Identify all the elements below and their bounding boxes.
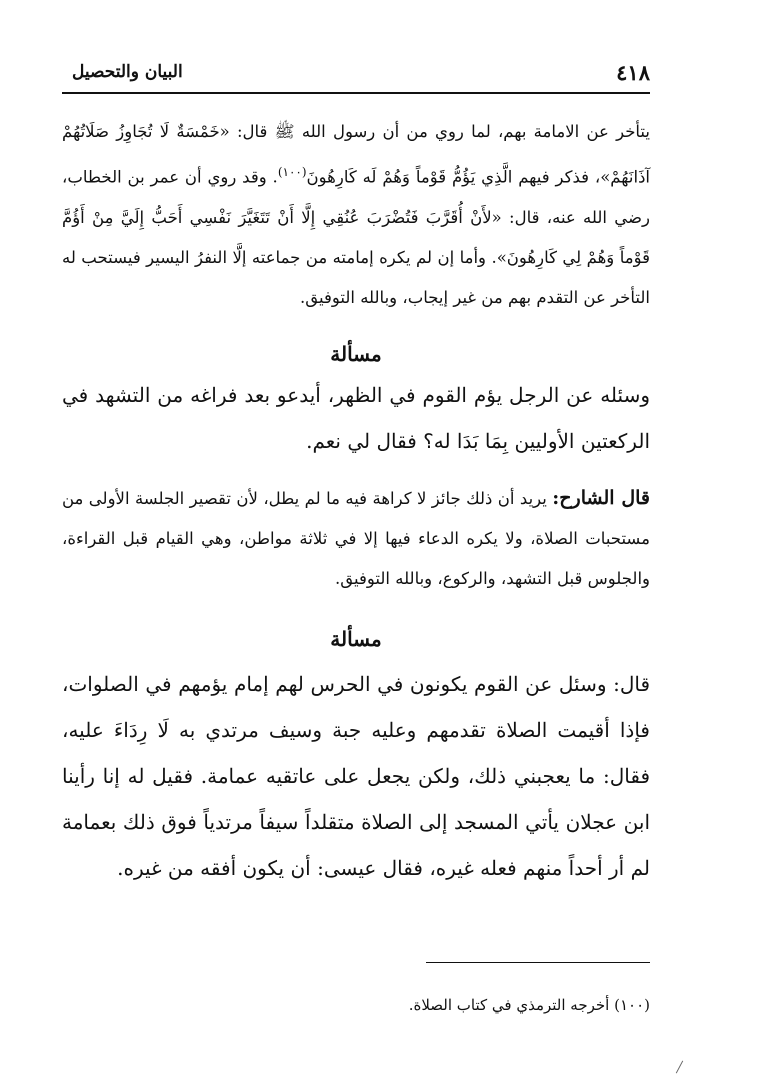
commentary-paragraph-1 — [62, 478, 650, 599]
intro-paragraph — [62, 112, 650, 318]
intro-text-part2: . وقد روي أن عمر بن الخطاب، رضي الله عنه، قال: «لأَنْ أُقَرَّبَ فَتُضْرَبَ عُنُقِي إِلَّا أَنْ تَتَغَيَّرَ نَفْسِي أَحَبُّ إِلَيَّ مِنْ أَؤُمَّ قَوْماً وَهُمْ لِي كَارِهُونَ». وأما إن لم يكره إمامته من جماعته إلَّا النفرُ اليسير فيستحب له التأخر عن التقدم بهم من غير إيجاب، وبالله التوفيق. — [62, 167, 650, 307]
commentary-text: يريد أن ذلك جائز لا كراهة فيه ما لم يطل، لأن تقصير الجلسة الأولى من مستحبات الصلاة، ولا يكره الدعاء فيها إلا في ثلاثة مواطن، وهي القيام قبل القراءة، والجلوس قبل التشهد، والركوع، وبالله التوفيق. — [62, 488, 650, 588]
section-heading-2: مسألة — [330, 626, 382, 651]
page-body — [62, 112, 650, 891]
intro-text-part1: يتأخر عن الامامة بهم، لما روي من أن رسول الله ﷺ قال: «خَمْسَةٌ لَا تُجَاوِزُ صَلَاتُهُمْ آذَانَهُمْ»، فذكر فيهم الَّذِي يَؤُمُّ قَوْماً وَهُمْ لَه كَارِهُونَ — [62, 122, 650, 187]
running-title: البيان والتحصيل — [72, 62, 183, 82]
scan-mark — [676, 1061, 683, 1074]
commentator-label: قال الشارح: — [552, 486, 650, 509]
footnote-divider — [426, 962, 650, 963]
footnote: (١٠٠) أخرجه الترمذي في كتاب الصلاة. — [408, 996, 650, 1014]
question-paragraph-1: وسئله عن الرجل يؤم القوم في الظهر، أيدعو بعد فراغه من التشهد في الركعتين الأوليين بِمَا بَدَا له؟ فقال لي نعم. — [62, 382, 650, 453]
page-header — [62, 58, 650, 94]
footnote-reference[interactable]: (١٠٠) — [277, 165, 307, 179]
section-heading-1: مسألة — [330, 341, 382, 366]
page-number: ٤١٨ — [616, 60, 650, 85]
question-paragraph-2: قال: وسئل عن القوم يكونون في الحرس لهم إمام يؤمهم في الصلوات، فإذا أقيمت الصلاة تقدمهم وعليه جبة وسيف مرتدي به لَا رِدَاءَ عليه، فقال: ما يعجبني ذلك، ولكن يجعل على عاتقيه عمامة. فقيل له إنا رأينا ابن عجلان يأتي المسجد إلى الصلاة متقلداً سيفاً مرتدياً فوق ذلك بعمامة لم أر أحداً منهم فعله غيره، فقال عيسى: أن يكون أفقه من غيره. — [62, 671, 650, 880]
